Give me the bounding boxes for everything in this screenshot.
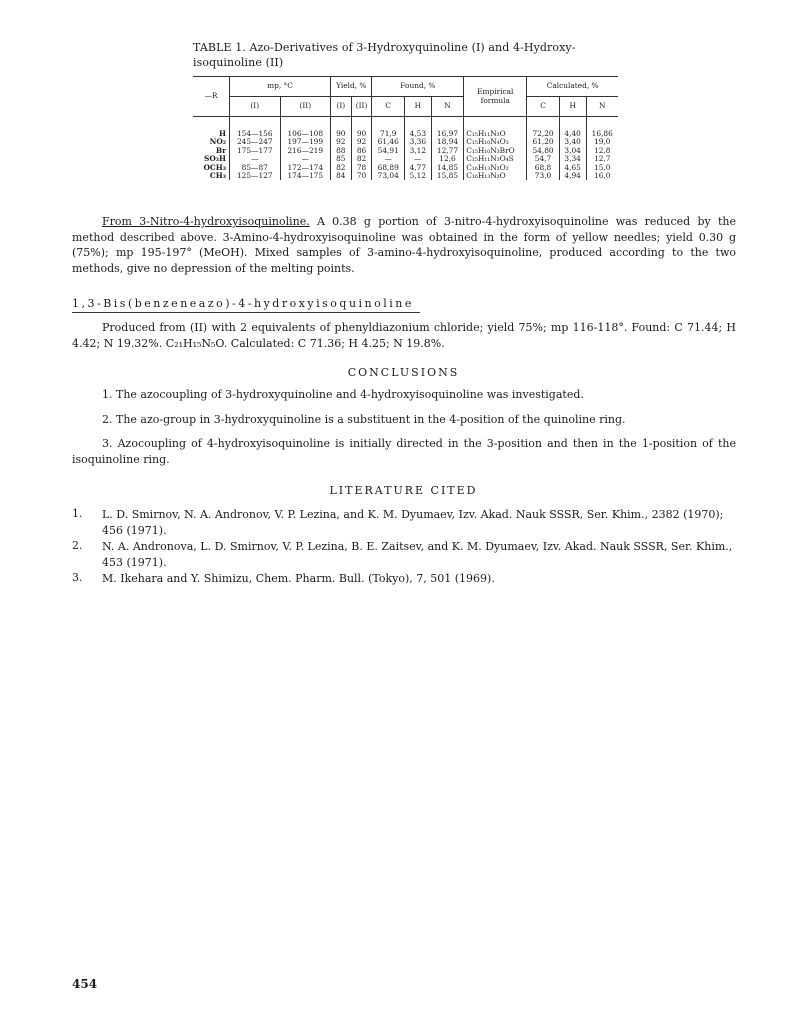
cell-cc: 54,80 (527, 147, 560, 155)
col-mp-i: (I) (230, 97, 281, 117)
page-number: 454 (72, 977, 98, 991)
table-caption: TABLE 1. Azo-Derivatives of 3-Hydroxyquinoline (I) and 4-Hydroxy-isoquinoline (II) (193, 41, 576, 69)
cell-fn: 15,85 (431, 172, 464, 180)
col-found-h: H (405, 97, 432, 117)
col-yield-ii: (II) (351, 97, 372, 117)
col-yield-header: Yield, % (331, 77, 372, 97)
cell-mp1: — (230, 155, 281, 163)
cell-ch: 4,94 (559, 172, 586, 180)
col-found-c: C (372, 97, 405, 117)
cell-mp1: 154—156 (230, 117, 281, 139)
col-found-header: Found, % (372, 77, 464, 97)
cell-r: Br (215, 145, 226, 155)
ref-number: 3. (72, 571, 83, 584)
cell-fn: 14,85 (431, 164, 464, 172)
cell-cc: 54,7 (527, 155, 560, 163)
cell-mp2: 174—175 (280, 172, 331, 180)
cell-fh: 5,12 (405, 172, 432, 180)
col-calc-n: N (586, 97, 618, 117)
table-row (193, 117, 618, 139)
cell-y2: 86 (351, 147, 372, 155)
cell-ch: 4,65 (559, 164, 586, 172)
cell-y1: 90 (331, 117, 352, 139)
cell-fn: 16,97 (431, 117, 464, 139)
cell-y1: 84 (331, 172, 352, 180)
cell-y1: 88 (331, 147, 352, 155)
ref-text: M. Ikehara and Y. Shimizu, Chem. Pharm. Bull. (Tokyo), 7, 501 (1969). (102, 572, 495, 585)
cell-y2: 92 (351, 138, 372, 146)
col-empirical-header: Empirical formula (464, 77, 527, 117)
cell-ch: 4,40 (559, 117, 586, 139)
cell-mp2: 172—174 (280, 164, 331, 172)
cell-fc: 54,91 (372, 147, 405, 155)
cell-y2: 70 (351, 172, 372, 180)
table-row (193, 172, 618, 180)
cell-cn: 19,0 (586, 138, 618, 146)
cell-fh: 3,12 (405, 147, 432, 155)
cell-r: OCH₃ (203, 162, 226, 172)
cell-fc: 61,46 (372, 138, 405, 146)
conclusion-item: 3. Azocoupling of 4-hydroxyisoquinoline is initially directed in the 3-position and then in the 1-position of the isoquinoline ring. (72, 437, 736, 466)
cell-r: SO₃H (204, 154, 226, 164)
cell-fh: 3,36 (405, 138, 432, 146)
cell-fc: — (372, 155, 405, 163)
cell-y2: 82 (351, 155, 372, 163)
cell-fh: 4,53 (405, 117, 432, 139)
conclusion-item: 1. The azocoupling of 3-hydroxyquinoline and 4-hydroxyisoquinoline was investigated. (102, 388, 584, 401)
paragraph-lead: From 3-Nitro-4-hydroxyisoquinoline. (102, 215, 310, 228)
cell-fc: 73,04 (372, 172, 405, 180)
cell-fh: 4,77 (405, 164, 432, 172)
paragraph-body: A 0.38 g portion of 3-nitro-4-hydroxyisoquinoline was reduced by the method described above. 3-Amino-4-hydroxyisoquinoline was obtained in the form of yellow needles; yield 0.30 g (75%); mp 195-197° (MeOH). Mixed samples of 3-amino-4-hydroxyisoquinoline, produced according to the two methods, give no depression of the melting points. (72, 215, 736, 275)
col-calc-h: H (559, 97, 586, 117)
cell-fh: — (405, 155, 432, 163)
cell-cn: 15,0 (586, 164, 618, 172)
cell-y2: 90 (351, 117, 372, 139)
col-calc-c: C (527, 97, 560, 117)
cell-fn: 18,94 (431, 138, 464, 146)
cell-y1: 92 (331, 138, 352, 146)
ref-number: 1. (72, 507, 83, 520)
col-found-n: N (431, 97, 464, 117)
cell-fn: 12,6 (431, 155, 464, 163)
cell-cn: 12,8 (586, 147, 618, 155)
paragraph-nitro (72, 214, 736, 276)
cell-mp2: 216—219 (280, 147, 331, 155)
cell-cn: 16,86 (586, 117, 618, 139)
col-calculated-header: Calculated, % (527, 77, 618, 97)
cell-cc: 68,8 (527, 164, 560, 172)
cell-formula: C₁₆H₁₃N₃O (464, 172, 527, 180)
section-heading: 1,3-Bis(benzeneazo)-4-hydroxyisoquinoline (72, 297, 414, 310)
col-mp-ii: (II) (280, 97, 331, 117)
cell-fc: 68,89 (372, 164, 405, 172)
col-yield-i: (I) (331, 97, 352, 117)
cell-formula: C₁₆H₁₃N₃O₂ (464, 164, 527, 172)
cell-ch: 3,34 (559, 155, 586, 163)
col-r-header: —R (193, 77, 230, 117)
azo-derivatives-table (193, 76, 618, 180)
cell-y2: 78 (351, 164, 372, 172)
cell-y1: 85 (331, 155, 352, 163)
cell-mp1: 125—127 (230, 172, 281, 180)
cell-mp1: 245—247 (230, 138, 281, 146)
cell-cc: 61,20 (527, 138, 560, 146)
cell-fc: 71,9 (372, 117, 405, 139)
ref-text: N. A. Andronova, L. D. Smirnov, V. P. Lezina, B. E. Zaitsev, and K. M. Dyumaev, Izv. Akad. Nauk SSSR, Ser. Khim., 453 (1971). (102, 540, 733, 569)
cell-formula: C₁₅H₁₁N₃O (464, 117, 527, 139)
cell-fn: 12,77 (431, 147, 464, 155)
col-mp-header: mp, °C (230, 77, 331, 97)
cell-cc: 73,0 (527, 172, 560, 180)
cell-cn: 12,7 (586, 155, 618, 163)
conclusion-item: 2. The azo-group in 3-hydroxyquinoline is a substituent in the 4-position of the quinoline ring. (102, 413, 626, 426)
cell-cc: 72,20 (527, 117, 560, 139)
ref-text: L. D. Smirnov, N. A. Andronov, V. P. Lezina, and K. M. Dyumaev, Izv. Akad. Nauk SSSR, Ser. Khim., 2382 (1970); 456 (1971). (102, 508, 724, 537)
conclusions-heading: CONCLUSIONS (347, 366, 460, 379)
cell-r: NO₂ (209, 137, 226, 147)
cell-mp1: 175—177 (230, 147, 281, 155)
cell-mp2: 197—199 (280, 138, 331, 146)
cell-formula: C₁₅H₁₀N₃BrO (464, 147, 527, 155)
cell-mp2: — (280, 155, 331, 163)
cell-ch: 3,40 (559, 138, 586, 146)
cell-cn: 16,0 (586, 172, 618, 180)
cell-formula: C₁₅H₁₀N₄O₃ (464, 138, 527, 146)
cell-mp1: 85—87 (230, 164, 281, 172)
cell-mp2: 106—108 (280, 117, 331, 139)
section-body: Produced from (II) with 2 equivalents of phenyldiazonium chloride; yield 75%; mp 116-118°. Found: C 71.44; H 4.42; N 19.32%. C₂₁H₁₅N₅O. Calculated: C 71.36; H 4.25; N 19.8%. (72, 321, 736, 350)
cell-formula: C₁₅H₁₁N₃O₄S (464, 155, 527, 163)
literature-heading: LITERATURE CITED (329, 484, 478, 497)
cell-r: H (219, 129, 226, 138)
ref-number: 2. (72, 539, 83, 552)
section-heading-rule (72, 312, 420, 313)
cell-r: CH₃ (209, 171, 226, 181)
cell-y1: 82 (331, 164, 352, 172)
cell-ch: 3,04 (559, 147, 586, 155)
